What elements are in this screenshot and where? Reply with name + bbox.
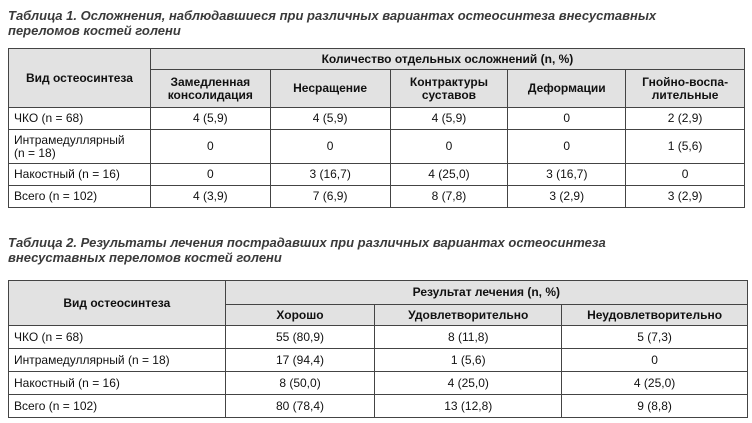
table-row [9,372,748,395]
table-cell: 1 (5,6) [375,349,562,372]
table-cell: 0 [562,349,748,372]
table-cell: 5 (7,3) [562,326,748,349]
table-cell: 13 (12,8) [375,395,562,418]
table-cell: 0 [390,130,508,164]
table1-row-header: Вид остеосинтеза [9,49,151,108]
table-cell: 1 (5,6) [626,130,745,164]
table2-column-header: Удовлетворительно [375,305,562,326]
table-cell: 4 (25,0) [375,372,562,395]
table-cell: 0 [508,130,626,164]
table2-column-header: Хорошо [225,305,375,326]
table-cell: 0 [626,164,745,186]
results-table [8,280,748,418]
row-label: Интрамедуллярный (n = 18) [9,130,151,164]
table-cell: 4 (25,0) [562,372,748,395]
table-cell: 2 (2,9) [626,108,745,130]
table-cell: 8 (7,8) [390,186,508,208]
table-cell: 0 [508,108,626,130]
table-row [9,395,748,418]
table1-column-header: Замедленная консолидация [150,70,270,108]
table1-column-header: Гнойно-воспа- лительные [626,70,745,108]
table-cell: 0 [150,164,270,186]
row-label: Накостный (n = 16) [9,164,151,186]
table-cell: 3 (16,7) [270,164,390,186]
table-row [9,186,745,208]
table-cell: 4 (5,9) [270,108,390,130]
table-row [9,164,745,186]
table2-row-header: Вид остеосинтеза [9,281,226,326]
table-cell: 8 (11,8) [375,326,562,349]
table1-column-header: Несращение [270,70,390,108]
table2-caption-line1: Таблица 2. Результаты лечения пострадавших при различных вариантах остеосинтеза [8,235,606,250]
table-row [9,130,745,164]
table-cell: 4 (5,9) [390,108,508,130]
table-cell: 4 (3,9) [150,186,270,208]
table-cell: 3 (2,9) [508,186,626,208]
table-cell: 0 [270,130,390,164]
table-cell: 80 (78,4) [225,395,375,418]
row-label: Всего (n = 102) [9,395,226,418]
table1-caption-line1: Таблица 1. Осложнения, наблюдавшиеся при различных вариантах остеосинтеза внесуставных [8,8,657,23]
table-cell: 3 (2,9) [626,186,745,208]
table1-caption [8,8,748,38]
table-cell: 55 (80,9) [225,326,375,349]
table2-group-header: Результат лечения (n, %) [225,281,747,305]
table1-group-header: Количество отдельных осложнений (n, %) [150,49,744,70]
table-cell: 8 (50,0) [225,372,375,395]
table1-column-header: Деформации [508,70,626,108]
table-cell: 17 (94,4) [225,349,375,372]
table1-caption-line2: переломов костей голени [8,23,181,38]
table2-caption-line2: внесуставных переломов костей голени [8,250,282,265]
table-row [9,349,748,372]
row-label: ЧКО (n = 68) [9,326,226,349]
table1-column-header: Контрактуры суставов [390,70,508,108]
row-label: Интрамедуллярный (n = 18) [9,349,226,372]
table-cell: 4 (25,0) [390,164,508,186]
row-label: Накостный (n = 16) [9,372,226,395]
table-cell: 3 (16,7) [508,164,626,186]
table-row [9,108,745,130]
complications-table [8,48,745,208]
row-label: Всего (n = 102) [9,186,151,208]
table-row [9,326,748,349]
table-cell: 9 (8,8) [562,395,748,418]
table-cell: 0 [150,130,270,164]
table-cell: 4 (5,9) [150,108,270,130]
table-cell: 7 (6,9) [270,186,390,208]
table2-column-header: Неудовлетворительно [562,305,748,326]
table2-caption [8,235,748,265]
row-label: ЧКО (n = 68) [9,108,151,130]
